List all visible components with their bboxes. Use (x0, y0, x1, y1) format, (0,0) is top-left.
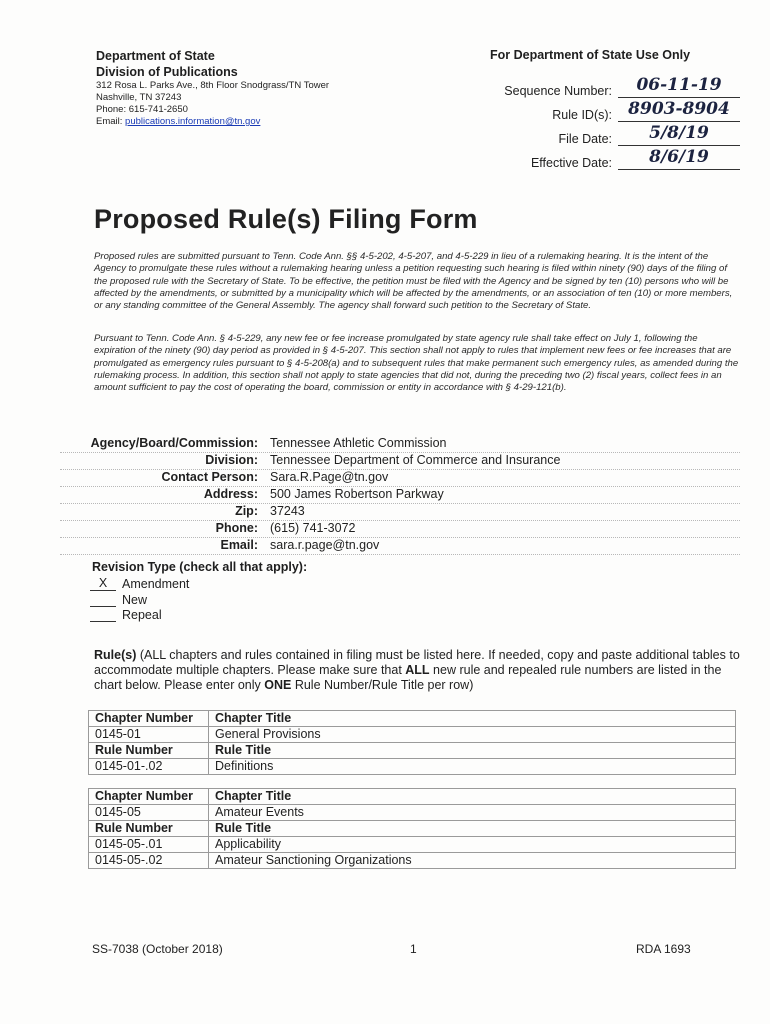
email-value: sara.r.page@tn.gov (270, 538, 380, 552)
chapter-title-cell: Amateur Events (209, 805, 736, 821)
effective-date-label: Effective Date: (530, 156, 612, 170)
table-row (89, 853, 736, 869)
chapter-table-1 (88, 710, 736, 775)
dept-email-link[interactable]: publications.information@tn.gov (125, 116, 261, 127)
agency-row (60, 436, 740, 453)
revision-repeal-label: Repeal (122, 608, 162, 622)
chapter-title-header: Chapter Title (209, 711, 736, 727)
rule-ids-value: 8903-8904 (618, 99, 740, 122)
rules-intro-text-1: (ALL chapters and rules contained in filing must be listed here. If needed, copy and paste additional tables to accommodate multiple chapters. Please make sure that (94, 648, 740, 677)
rule-title-header: Rule Title (209, 821, 736, 837)
chapter-number-cell: 0145-05 (89, 805, 209, 821)
rule-number-header: Rule Number (89, 743, 209, 759)
rda-number: RDA 1693 (636, 942, 691, 956)
dept-email-line (96, 116, 426, 128)
dept-name: Department of State (96, 49, 215, 63)
rule-ids-row (470, 100, 740, 122)
table-row (89, 743, 736, 759)
rule-number-cell: 0145-05-.02 (89, 853, 209, 869)
agency-label: Agency/Board/Commission: (90, 436, 258, 450)
rules-intro-text-3: Rule Number/Rule Title per row) (291, 678, 474, 692)
sequence-number-value: 06-11-19 (618, 75, 740, 98)
chapter-number-cell: 0145-01 (89, 727, 209, 743)
zip-row (60, 504, 740, 521)
phone-label: Phone: (215, 521, 258, 535)
table-row (89, 759, 736, 775)
page-number: 1 (410, 942, 417, 956)
rules-intro-one: ONE (264, 678, 292, 692)
address-label: Address: (203, 487, 258, 501)
phone-value: (615) 741-3072 (270, 521, 356, 535)
agency-value: Tennessee Athletic Commission (270, 436, 447, 450)
email-row (60, 538, 740, 555)
effective-date-value: 8/6/19 (618, 147, 740, 170)
revision-new-label: New (122, 593, 148, 607)
chapter-title-header: Chapter Title (209, 789, 736, 805)
table-row (89, 821, 736, 837)
chapter-number-header: Chapter Number (89, 711, 209, 727)
rule-number-cell: 0145-01-.02 (89, 759, 209, 775)
rule-number-cell: 0145-05-.01 (89, 837, 209, 853)
rule-title-header: Rule Title (209, 743, 736, 759)
rules-intro-lead: Rule(s) (94, 648, 137, 662)
rule-ids-label: Rule ID(s): (552, 108, 612, 122)
file-date-row (470, 124, 740, 146)
revision-amendment-label: Amendment (122, 577, 190, 591)
contact-row (60, 470, 740, 487)
address-row (60, 487, 740, 504)
chapter-number-header: Chapter Number (89, 789, 209, 805)
revision-amendment[interactable] (90, 576, 189, 591)
sequence-number-row (470, 76, 740, 98)
table-row (89, 789, 736, 805)
phone-row (60, 521, 740, 538)
rules-intro-text-2: new rule and repealed rule numbers are listed in the chart below. Please enter only (94, 663, 722, 692)
table-row (89, 805, 736, 821)
contact-value: Sara.R.Page@tn.gov (270, 470, 389, 484)
division-row (60, 453, 740, 470)
intro-paragraph-1: Proposed rules are submitted pursuant to Tenn. Code Ann. §§ 4-5-202, 4-5-207, and 4-5-229 in lieu of a rulemaking hearing. It is the intent of the Agency to promulgate these rules without a rulemaking hearing unless a petition requesting such hearing is filed within ninety (90) days of the filing of the proposed rule with the Secretary of State. To be effective, the petition must be filed with the Agency and be signed by ten (10) persons who will be affected by the amendments, or submitted by a municipality which will be affected by the amendments, or an association of ten (10) or more members, or any standing committee of the General Assembly. The agency shall forward such petition to the Secretary of State. (94, 251, 733, 312)
intro-paragraph-2: Pursuant to Tenn. Code Ann. § 4-5-229, any new fee or fee increase promulgated by state agency rule shall take effect on July 1, following the expiration of the ninety (90) day period as provided in § 4-5-207. This section shall not apply to rules that implement new fees or fee increases that are promulgated as emergency rules pursuant to § 4-5-208(a) and to subsequent rules that make permanent such emergency rules, as amended during the rulemaking process. In addition, this section shall not apply to state agencies that did not, during the preceding two (2) fiscal years, collect fees in an amount sufficient to pay the cost of operating the board, commission or entity in accordance with § 4-29-121(b). (94, 333, 739, 394)
table-row (89, 711, 736, 727)
division-name: Division of Publications (96, 65, 238, 79)
revision-repeal[interactable] (90, 607, 162, 622)
table-row (89, 837, 736, 853)
rules-intro-all: ALL (405, 663, 430, 677)
zip-value: 37243 (270, 504, 305, 518)
revision-amendment-mark[interactable]: X (90, 576, 116, 591)
zip-label: Zip: (235, 504, 258, 518)
revision-type-title: Revision Type (check all that apply): (92, 560, 308, 574)
chapter-title-cell: General Provisions (209, 727, 736, 743)
rules-instructions (94, 648, 744, 693)
rule-title-cell: Applicability (209, 837, 736, 853)
sequence-number-label: Sequence Number: (504, 84, 612, 98)
revision-new[interactable] (90, 592, 147, 607)
dept-address: 312 Rosa L. Parks Ave., 8th Floor Snodgrass/TN Tower (96, 80, 330, 91)
contact-label: Contact Person: (161, 470, 258, 484)
dept-email-label: Email: (96, 116, 123, 127)
form-title: Proposed Rule(s) Filing Form (94, 204, 478, 234)
effective-date-row (470, 148, 740, 170)
revision-repeal-mark[interactable] (90, 607, 116, 622)
form-id: SS-7038 (October 2018) (92, 942, 223, 956)
file-date-value: 5/8/19 (618, 123, 740, 146)
revision-new-mark[interactable] (90, 592, 116, 607)
division-label: Division: (205, 453, 258, 467)
chapter-table-2 (88, 788, 736, 869)
office-use-title: For Department of State Use Only (490, 48, 691, 62)
dept-header (96, 48, 426, 128)
rule-number-header: Rule Number (89, 821, 209, 837)
email-label: Email: (220, 538, 258, 552)
rule-title-cell: Amateur Sanctioning Organizations (209, 853, 736, 869)
rule-title-cell: Definitions (209, 759, 736, 775)
address-value: 500 James Robertson Parkway (270, 487, 444, 501)
file-date-label: File Date: (558, 132, 612, 146)
dept-phone: Phone: 615-741-2650 (96, 104, 188, 115)
table-row (89, 727, 736, 743)
dept-city: Nashville, TN 37243 (96, 92, 182, 103)
division-value: Tennessee Department of Commerce and Insurance (270, 453, 561, 467)
